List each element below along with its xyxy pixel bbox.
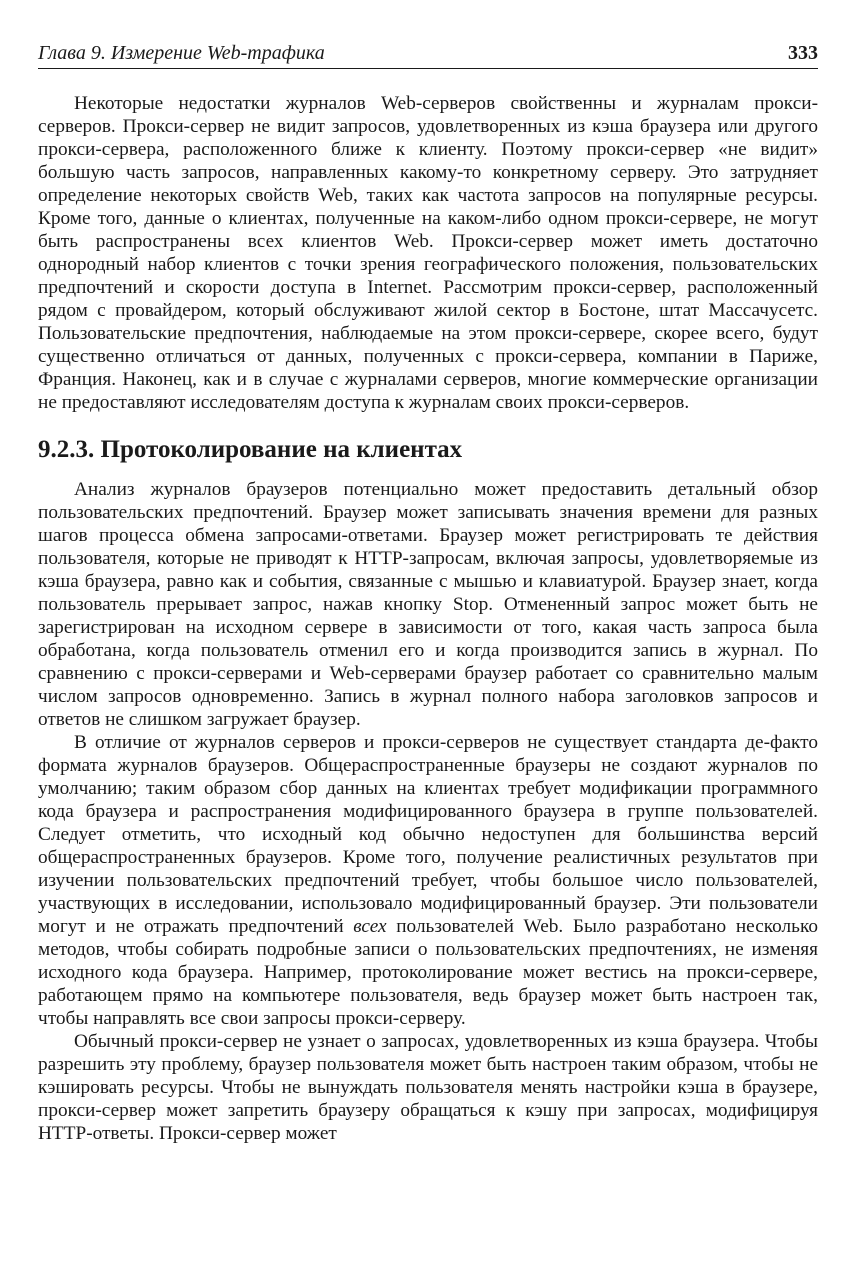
paragraph: [38, 731, 818, 1030]
running-header: [38, 38, 818, 69]
paragraph: Анализ журналов браузеров потенциально может предоставить детальный обзор пользовательских предпочтений. Браузер может записывать значения времени для разных шагов процесса обмена запросами-ответами. Браузер может регистрировать те действия пользователя, которые не приводят к HTTP-запросам, включая запросы, удовлетворяемые из кэша браузера, равно как и события, связанные с мышью и клавиатурой. Браузер знает, когда пользователь прерывает запрос, нажав кнопку Stop. Отмененный запрос может быть не зарегистрирован на исходном сервере в зависимости от того, какая часть запроса была обработана, когда пользователь отменил его и когда производится запись в журнал. По сравнению с прокси-серверами и Web-серверами браузер работает со сравнительно малым числом запросов одновременно. Запись в журнал полного набора заголовков запросов и ответов не слишком загружает браузер.: [38, 479, 818, 730]
paragraph-text: В отличие от журналов серверов и прокси-серверов не существует стандарта де-факто формата журналов браузеров. Общераспространенные браузеры не создают журналов по умолчанию; таким образом сбор данных на клиентах требует модификации программного кода браузера и распространения модифицированного браузера в группе пользователей. Следует отметить, что исходный код обычно недоступен для большинства версий общераспространенных браузеров. Кроме того, получение реалистичных результатов при изучении пользовательских предпочтений требует, чтобы большое число пользователей, участвующих в исследовании, использовало модифицированный браузер. Эти пользователи могут и не отражать предпочтений: [38, 732, 818, 937]
paragraph: Обычный прокси-сервер не узнает о запросах, удовлетворенных из кэша браузера. Чтобы разрешить эту проблему, браузер пользователя может быть настроен таким образом, чтобы не кэшировать ресурсы. Чтобы не вынуждать пользователя менять настройки кэша в браузере, прокси-сервер может запретить браузеру обращаться к кэшу при запросах, модифицируя HTTP-ответы. Прокси-сервер может: [38, 1031, 818, 1144]
emphasized-word: всех: [353, 916, 387, 937]
paragraph-text: пользователей Web. Было разработано несколько методов, чтобы собирать подробные записи о пользовательских предпочтениях, не изменяя исходного кода браузера. Например, протоколирование может вестись на прокси-сервере, работающем прямо на компьютере пользователя, ведь браузер может быть настроен так, чтобы направлять все свои запросы прокси-серверу.: [38, 916, 818, 1029]
paragraph: Некоторые недостатки журналов Web-серверов свойственны и журналам прокси-серверов. Прокси-сервер не видит запросов, удовлетворенных из кэша браузера или другого прокси-сервера, расположенного ближе к клиенту. Поэтому прокси-сервер «не видит» большую часть запросов, направленных какому-то конкретному серверу. Это затрудняет определение некоторых свойств Web, таких как частота запросов на популярные ресурсы. Кроме того, данные о клиентах, полученные на каком-либо одном прокси-сервере, не могут быть распространены всех клиентов Web. Прокси-сервер может иметь достаточно однородный набор клиентов с точки зрения географического положения, пользовательских предпочтений и скорости доступа в Internet. Рассмотрим прокси-сервер, расположенный рядом с провайдером, который обслуживают жилой сектор в Бостоне, штат Массачусетс. Пользовательские предпочтения, наблюдаемые на этом прокси-сервере, скорее всего, будут существенно отличаться от данных, полученных с прокси-сервера, компании в Париже, Франция. Наконец, как и в случае с журналами серверов, многие коммерческие организации не предоставляют исследователям доступа к журналам своих прокси-серверов.: [38, 93, 818, 413]
chapter-title: Глава 9. Измерение Web-трафика: [38, 42, 325, 64]
section-heading: 9.2.3. Протоколирование на клиентах: [38, 436, 463, 463]
page-number: 333: [788, 42, 818, 64]
page-body: [38, 92, 818, 1145]
